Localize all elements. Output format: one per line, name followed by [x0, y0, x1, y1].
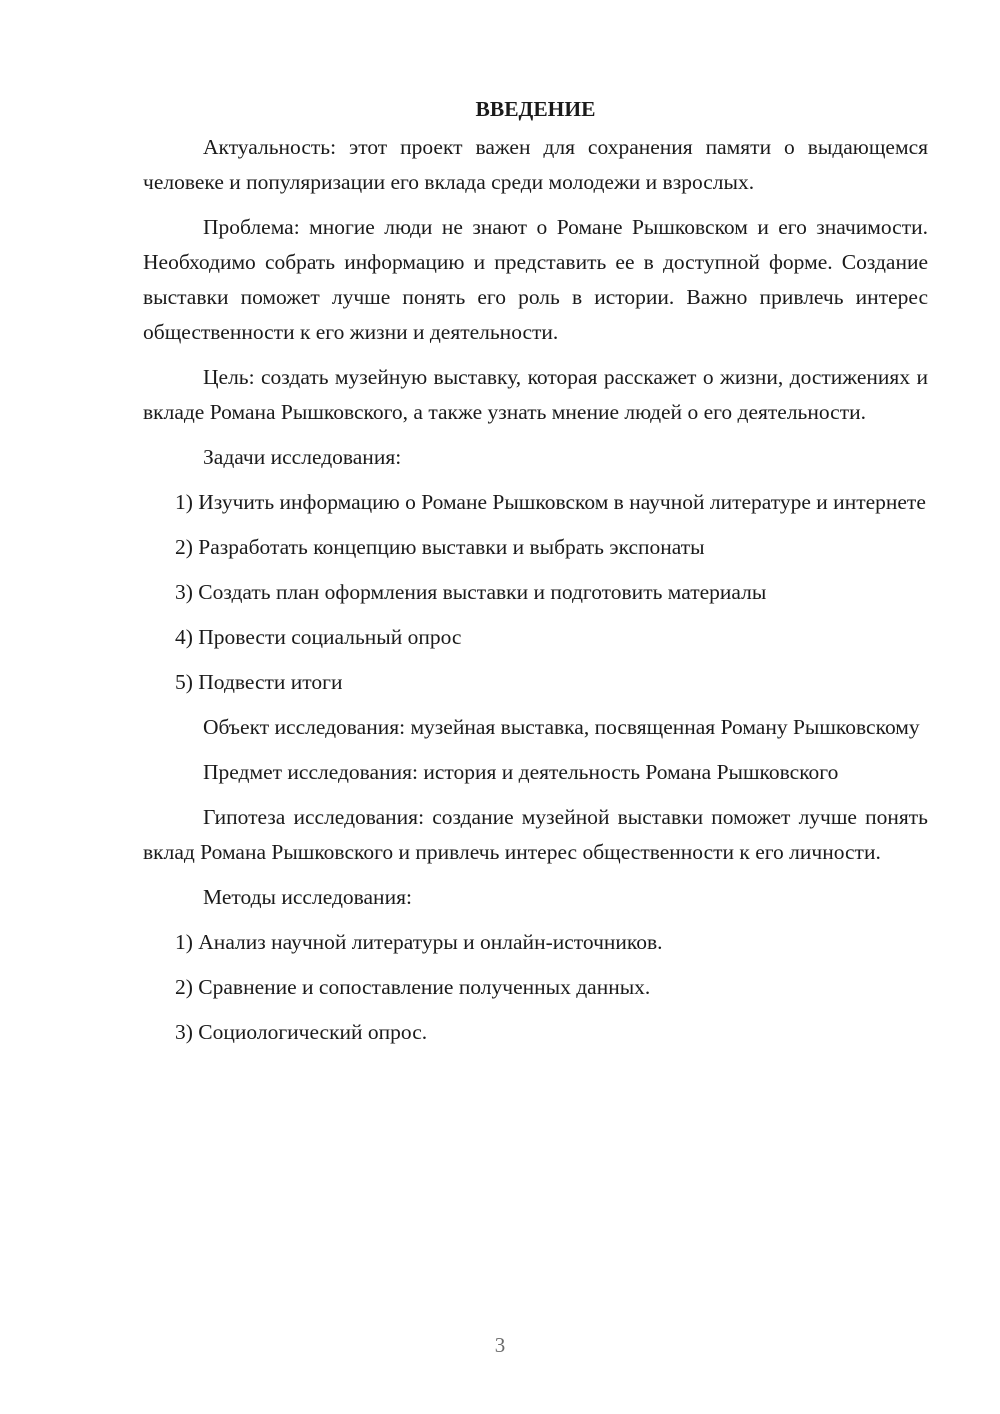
tasks-heading: Задачи исследования: [203, 445, 402, 469]
task-item-5: 5) Подвести итоги [175, 670, 343, 694]
problem-paragraph: Проблема: многие люди не знают о Романе Рышковском и его значимости. Необходимо собрать информацию и представить ее в доступной форме. Создание выставки поможет лучше понять его роль в истории. Важно привлечь интерес общественности к его жизни и деятельности. [143, 215, 928, 344]
task-item-1: 1) Изучить информацию о Романе Рышковском в научной литературе и интернете [175, 490, 926, 514]
page-number: 3 [494, 1333, 506, 1357]
document-page [143, 92, 928, 1060]
goal-paragraph: Цель: создать музейную выставку, которая расскажет о жизни, достижениях и вкладе Романа Рышковского, а также узнать мнение людей о его деятельности. [143, 365, 928, 424]
task-item-2: 2) Разработать концепцию выставки и выбрать экспонаты [175, 535, 705, 559]
methods-heading: Методы исследования: [203, 885, 412, 909]
relevance-paragraph: Актуальность: этот проект важен для сохранения памяти о выдающемся человеке и популяризации его вклада среди молодежи и взрослых. [143, 135, 928, 194]
method-item-1: 1) Анализ научной литературы и онлайн-источников. [175, 930, 663, 954]
task-item-3: 3) Создать план оформления выставки и подготовить материалы [175, 580, 767, 604]
object-paragraph: Объект исследования: музейная выставка, посвященная Роману Рышковскому [203, 715, 920, 739]
hypothesis-paragraph: Гипотеза исследования: создание музейной выставки поможет лучше понять вклад Романа Рышковского и привлечь интерес общественности к его личности. [143, 805, 928, 864]
method-item-2: 2) Сравнение и сопоставление полученных данных. [175, 975, 651, 999]
task-item-4: 4) Провести социальный опрос [175, 625, 462, 649]
section-title: ВВЕДЕНИЕ [475, 97, 596, 121]
method-item-3: 3) Социологический опрос. [175, 1020, 428, 1044]
subject-paragraph: Предмет исследования: история и деятельность Романа Рышковского [203, 760, 839, 784]
